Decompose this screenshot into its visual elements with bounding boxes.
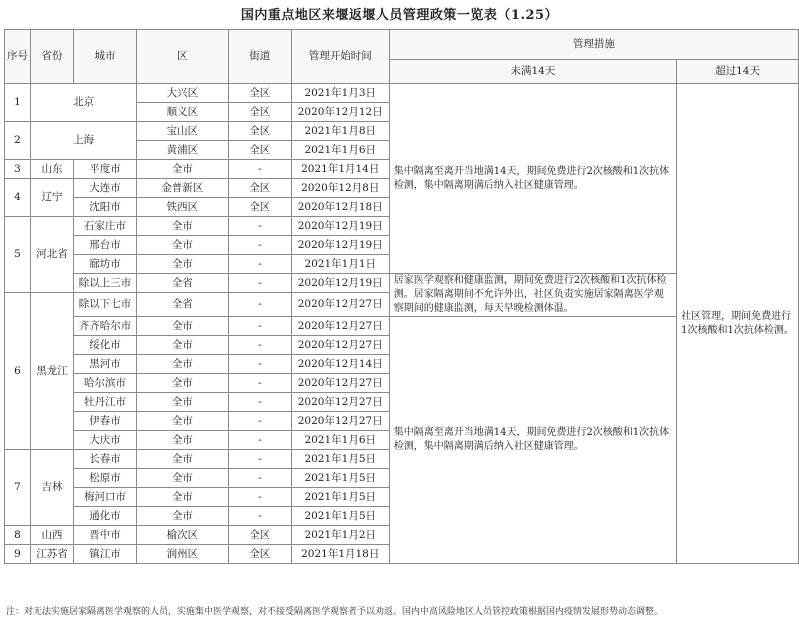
cell-street: -	[228, 317, 291, 336]
header-over14: 超过14天	[677, 60, 799, 84]
cell-street: 全区	[228, 526, 291, 545]
cell-street: 全区	[228, 141, 291, 160]
cell-start: 2020年12月27日	[291, 412, 389, 431]
cell-city: 齐齐哈尔市	[73, 317, 136, 336]
table-row	[5, 84, 799, 103]
cell-no: 7	[5, 450, 31, 526]
cell-no: 3	[5, 160, 31, 179]
cell-city: 沈阳市	[73, 198, 136, 217]
cell-province: 北京	[31, 84, 137, 122]
policy-table	[4, 29, 799, 564]
cell-district: 顺义区	[136, 103, 228, 122]
cell-district: 全市	[136, 374, 228, 393]
cell-district: 全市	[136, 450, 228, 469]
footnote: 注：对无法实施居家隔离医学观察的人员，实施集中医学观察，对不接受隔离医学观察者予以劝返。国内中高风险地区人员管控政策根据国内疫情发展形势动态调整。	[6, 607, 664, 617]
cell-street: -	[228, 336, 291, 355]
cell-province: 吉林	[31, 450, 74, 526]
cell-street: -	[228, 255, 291, 274]
cell-start: 2020年12月19日	[291, 236, 389, 255]
cell-city: 邢台市	[73, 236, 136, 255]
cell-city: 绥化市	[73, 336, 136, 355]
cell-district: 金普新区	[136, 179, 228, 198]
header-measures: 管理措施	[389, 30, 798, 60]
cell-city: 伊春市	[73, 412, 136, 431]
cell-city: 哈尔滨市	[73, 374, 136, 393]
cell-city: 大连市	[73, 179, 136, 198]
cell-start: 2020年12月19日	[291, 274, 389, 293]
cell-street: -	[228, 274, 291, 293]
policy-home-observation: 居家医学观察和健康监测，期间免费进行2次核酸和1次抗体检测。居家隔离期间不允许外出，社区负责实施居家隔离医学观察期间的健康监测，每天早晚检测体温。	[389, 274, 676, 317]
cell-district: 全市	[136, 160, 228, 179]
cell-start: 2021年1月1日	[291, 255, 389, 274]
cell-no: 9	[5, 545, 31, 564]
cell-street: -	[228, 450, 291, 469]
cell-no: 1	[5, 84, 31, 122]
header-district: 区	[136, 30, 228, 84]
cell-street: -	[228, 236, 291, 255]
cell-street: -	[228, 355, 291, 374]
cell-start: 2020年12月8日	[291, 179, 389, 198]
cell-city: 镇江市	[73, 545, 136, 564]
header-province: 省份	[31, 30, 74, 84]
header-city: 城市	[73, 30, 136, 84]
cell-province: 江苏省	[31, 545, 74, 564]
cell-city: 牡丹江市	[73, 393, 136, 412]
cell-city: 除以下七市	[73, 293, 136, 317]
cell-start: 2020年12月14日	[291, 355, 389, 374]
cell-no: 2	[5, 122, 31, 160]
cell-province: 山东	[31, 160, 74, 179]
cell-district: 大兴区	[136, 84, 228, 103]
cell-district: 全市	[136, 255, 228, 274]
cell-no: 5	[5, 217, 31, 293]
cell-district: 全市	[136, 355, 228, 374]
cell-district: 润州区	[136, 545, 228, 564]
cell-province: 河北省	[31, 217, 74, 293]
cell-city: 晋中市	[73, 526, 136, 545]
policy-over14: 社区管理，期间免费进行1次核酸和1次抗体检测。	[677, 84, 799, 564]
cell-street: -	[228, 507, 291, 526]
cell-district: 铁西区	[136, 198, 228, 217]
cell-city: 除以上三市	[73, 274, 136, 293]
cell-start: 2020年12月27日	[291, 393, 389, 412]
cell-no: 8	[5, 526, 31, 545]
cell-city: 平度市	[73, 160, 136, 179]
cell-city: 长春市	[73, 450, 136, 469]
cell-city: 松原市	[73, 469, 136, 488]
cell-district: 黄浦区	[136, 141, 228, 160]
cell-street: 全区	[228, 179, 291, 198]
cell-street: 全区	[228, 198, 291, 217]
cell-street: 全区	[228, 103, 291, 122]
cell-start: 2020年12月19日	[291, 217, 389, 236]
cell-start: 2021年1月14日	[291, 160, 389, 179]
cell-start: 2020年12月27日	[291, 293, 389, 317]
cell-district: 全市	[136, 488, 228, 507]
cell-street: 全区	[228, 84, 291, 103]
cell-start: 2021年1月6日	[291, 431, 389, 450]
cell-province: 上海	[31, 122, 137, 160]
cell-district: 全市	[136, 431, 228, 450]
header-under14: 未满14天	[389, 60, 676, 84]
policy-central-quarantine: 集中隔离至离开当地满14天，期间免费进行2次核酸和1次抗体检测，集中隔离期满后纳入社区健康管理。	[389, 84, 676, 274]
cell-city: 大庆市	[73, 431, 136, 450]
cell-district: 全市	[136, 336, 228, 355]
cell-city: 通化市	[73, 507, 136, 526]
cell-city: 黑河市	[73, 355, 136, 374]
cell-start: 2020年12月27日	[291, 336, 389, 355]
cell-street: 全区	[228, 545, 291, 564]
policy-central-quarantine-2: 集中隔离至离开当地满14天，期间免费进行2次核酸和1次抗体检测，集中隔离期满后纳入社区健康管理。	[389, 317, 676, 564]
cell-start: 2021年1月18日	[291, 545, 389, 564]
cell-start: 2021年1月2日	[291, 526, 389, 545]
cell-street: -	[228, 412, 291, 431]
cell-district: 全市	[136, 507, 228, 526]
cell-start: 2020年12月27日	[291, 374, 389, 393]
header-start: 管理开始时间	[291, 30, 389, 84]
page-title: 国内重点地区来堰返堰人员管理政策一览表（1.25）	[240, 8, 559, 23]
cell-street: -	[228, 469, 291, 488]
cell-no: 6	[5, 293, 31, 450]
cell-district: 全市	[136, 317, 228, 336]
cell-district: 全省	[136, 274, 228, 293]
cell-city: 石家庄市	[73, 217, 136, 236]
cell-district: 全市	[136, 393, 228, 412]
cell-street: -	[228, 393, 291, 412]
cell-district: 全市	[136, 412, 228, 431]
cell-start: 2020年12月27日	[291, 317, 389, 336]
cell-street: -	[228, 374, 291, 393]
cell-start: 2021年1月5日	[291, 469, 389, 488]
cell-province: 山西	[31, 526, 74, 545]
header-street: 街道	[228, 30, 291, 84]
cell-street: -	[228, 217, 291, 236]
cell-district: 榆次区	[136, 526, 228, 545]
cell-start: 2021年1月6日	[291, 141, 389, 160]
cell-province: 辽宁	[31, 179, 74, 217]
cell-street: 全区	[228, 122, 291, 141]
header-no: 序号	[5, 30, 31, 84]
cell-street: -	[228, 431, 291, 450]
cell-start: 2020年12月18日	[291, 198, 389, 217]
cell-start: 2021年1月8日	[291, 122, 389, 141]
cell-start: 2020年12月12日	[291, 103, 389, 122]
cell-district: 全市	[136, 217, 228, 236]
cell-start: 2021年1月5日	[291, 507, 389, 526]
cell-no: 4	[5, 179, 31, 217]
cell-start: 2021年1月5日	[291, 450, 389, 469]
cell-start: 2021年1月5日	[291, 488, 389, 507]
cell-street: -	[228, 293, 291, 317]
cell-province: 黑龙江	[31, 293, 74, 450]
cell-street: -	[228, 488, 291, 507]
cell-district: 全省	[136, 293, 228, 317]
cell-city: 梅河口市	[73, 488, 136, 507]
cell-city: 廊坊市	[73, 255, 136, 274]
cell-district: 宝山区	[136, 122, 228, 141]
cell-street: -	[228, 160, 291, 179]
cell-district: 全市	[136, 469, 228, 488]
cell-district: 全市	[136, 236, 228, 255]
cell-start: 2021年1月3日	[291, 84, 389, 103]
